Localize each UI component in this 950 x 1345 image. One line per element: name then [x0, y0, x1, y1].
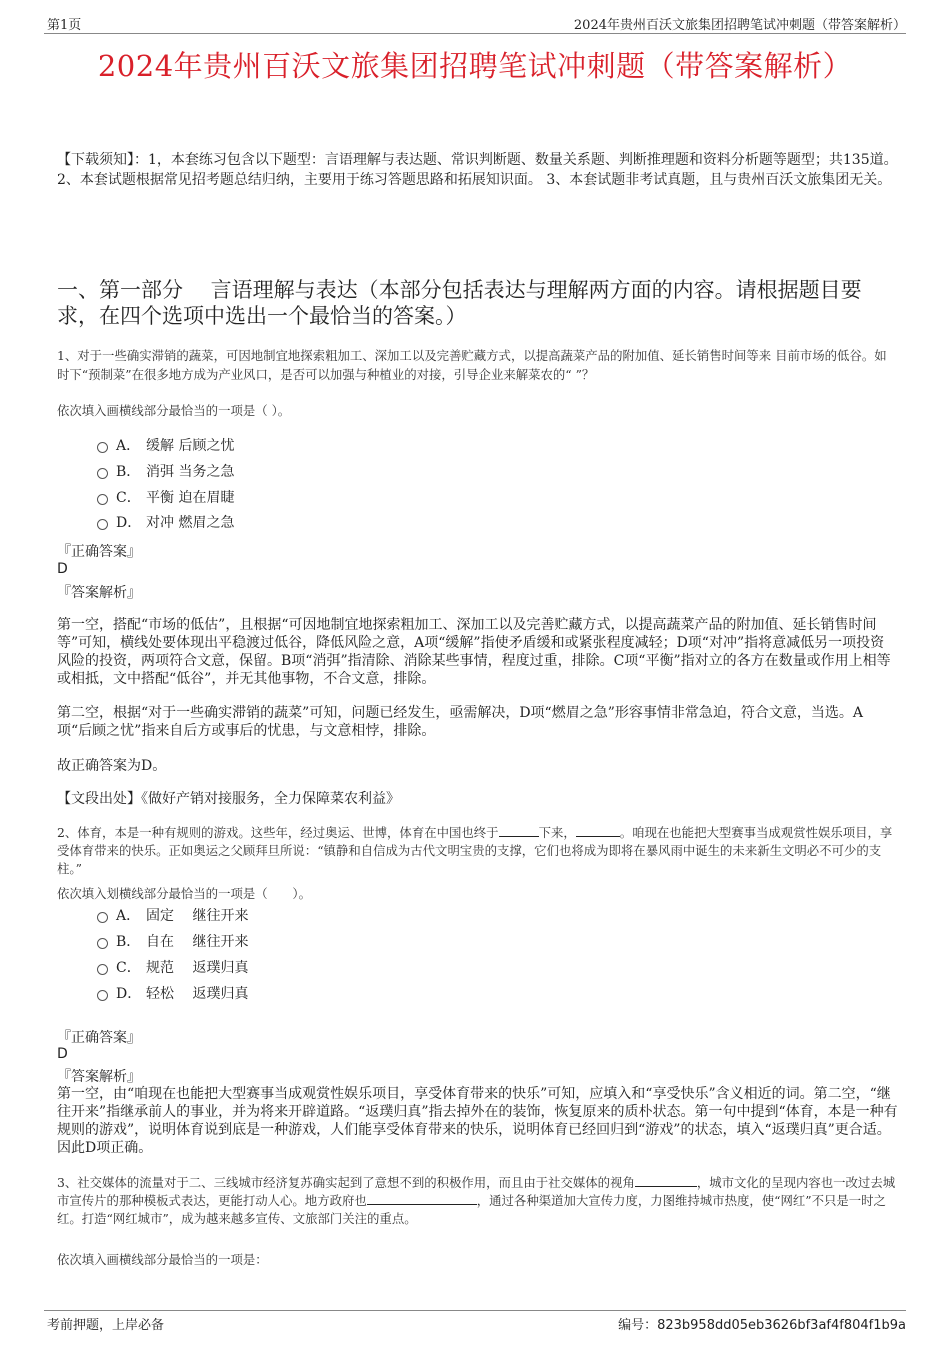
radio-icon[interactable]	[97, 912, 108, 923]
q1-analysis-paragraph-2: 第二空，根据“对于一些确实滞销的蔬菜”可知，问题已经发生，亟需解决，D项“燃眉之急”形容事情非常急迫，符合文意，当选。A项“后顾之忧”指来自后方或事后的忧患，与文意相悖，排除。	[57, 705, 863, 739]
q1-answer: D	[57, 561, 68, 577]
header-divider	[44, 33, 906, 34]
analysis-label: 『答案解析』	[57, 585, 141, 601]
q2-option-a[interactable]: A． 固定 继往开来	[97, 907, 248, 925]
q2-option-c[interactable]: C． 规范 返璞归真	[97, 959, 248, 977]
q1-conclusion: 故正确答案为D。	[57, 758, 167, 774]
radio-icon[interactable]	[97, 938, 108, 949]
q2-analysis: 第一空，由“咱现在也能把大型赛事当成观赏性娱乐项目，享受体育带来的快乐”可知，应填入和“享受快乐”含义相近的词。第二空，“继往开来”指继承前人的事业，并为将来开辟道路。“返璞归真”指去掉外在的装饰，恢复原来的质朴状态。第一句中提到“体育，本是一种有规则的游戏”，说明体育说到底是一种游戏，人们能享受体育带来的快乐，说明体育已经回归到“游戏”的状态，填入“返璞归真”更合适。因此D项正确。	[57, 1086, 898, 1156]
radio-icon[interactable]	[97, 442, 108, 453]
q1-option-a[interactable]: A． 缓解 后顾之忧	[97, 437, 234, 455]
correct-answer-label: 『正确答案』	[57, 544, 141, 560]
q1-option-b[interactable]: B． 消弭 当务之急	[97, 463, 234, 481]
radio-icon[interactable]	[97, 519, 108, 530]
question-2-text: 2、体育，本是一种有规则的游戏。这些年，经过奥运、世博，体育在中国也终于 下来， 。咱现在也能把大型赛事当成观赏性娱乐项目，享受体育带来的快乐。正如奥运之父顾拜旦所说：“镇静和自信成为古代文明宝贵的支撑，它们也将成为即将在暴风雨中诞生的未来新生文明必不可少的支柱。”	[57, 825, 893, 876]
q1-option-d[interactable]: D． 对冲 燃眉之急	[97, 514, 234, 532]
q1-option-c[interactable]: C． 平衡 迫在眉睫	[97, 489, 234, 507]
footer-slogan: 考前押题，上岸必备	[47, 1318, 165, 1333]
analysis-label: 『答案解析』	[57, 1069, 141, 1085]
radio-icon[interactable]	[97, 494, 108, 505]
q2-answer: D	[57, 1046, 68, 1062]
question-1-prompt: 依次填入画横线部分最恰当的一项是（ ）。	[57, 403, 291, 418]
document-title: 2024年贵州百沃文旅集团招聘笔试冲刺题（带答案解析）	[97, 49, 853, 83]
footer-divider	[44, 1310, 906, 1311]
radio-icon[interactable]	[97, 468, 108, 479]
running-header-title: 2024年贵州百沃文旅集团招聘笔试冲刺题（带答案解析）	[573, 18, 906, 33]
download-notice: 【下载须知】：1，本套练习包含以下题型：言语理解与表达题、常识判断题、数量关系题、判断推理题和资料分析题等题型；共135道。 2、本套试题根据常见招考题总结归纳，主要用于练习答题思路和拓展知识面。 3、本套试题非考试真题，且与贵州百沃文旅集团无关。	[57, 152, 898, 188]
question-2-prompt: 依次填入划横线部分最恰当的一项是（ ）。	[57, 886, 312, 901]
q1-source: 【文段出处】《做好产销对接服务，全力保障菜农利益》	[57, 791, 400, 807]
q2-option-b[interactable]: B． 自在 继往开来	[97, 933, 248, 951]
q2-option-d[interactable]: D． 轻松 返璞归真	[97, 985, 248, 1003]
section-heading: 一、第一部分 言语理解与表达（本部分包括表达与理解两方面的内容。请根据题目要求，在四个选项中选出一个最恰当的答案。）	[57, 278, 862, 328]
question-3-prompt: 依次填入画横线部分最恰当的一项是：	[57, 1252, 268, 1267]
correct-answer-label: 『正确答案』	[57, 1030, 141, 1046]
question-3-text: 3、社交媒体的流量对于二、三线城市经济复苏确实起到了意想不到的积极作用，而且由于社交媒体的视角 ，城市文化的呈现内容也一改过去城市宣传片的那种模板式表达，更能打动人心。地方政府也 ，通过各种渠道加大宣传力度，力图维持城市热度，使“网红”不只是一时之红。打造“网红城市”，成为越来越多宣传、文旅部门关注的重点。	[57, 1175, 896, 1226]
radio-icon[interactable]	[97, 964, 108, 975]
page-number: 第1页	[47, 18, 82, 33]
radio-icon[interactable]	[97, 990, 108, 1001]
q1-analysis-paragraph-1: 第一空，搭配“市场的低估”，且根据“可因地制宜地探索粗加工、深加工以及完善贮藏方式，以提高蔬菜产品的附加值、延长销售时间等”可知，横线处要体现出平稳渡过低谷，降低风险之意，A项“缓解”指使矛盾缓和或紧张程度减轻；D项“对冲”指将意减低另一项投资风险的投资，两项符合文意，保留。B项“消弭”指清除、消除某些事情，程度过重，排除。C项“平衡”指对立的各方在数量或作用上相等或相抵，文中搭配“低谷”，并无其他事物，不合文意，排除。	[57, 617, 891, 687]
question-1-text: 1、对于一些确实滞销的蔬菜，可因地制宜地探索粗加工、深加工以及完善贮藏方式，以提高蔬菜产品的附加值、延长销售时间等来 目前市场的低谷。如时下“预制菜”在很多地方成为产业风口，是否可以加强与种植业的对接，引导企业来解菜农的“ ”？	[57, 348, 887, 382]
document-code: 编号：823b958dd05eb3626bf3af4f804f1b9a	[618, 1318, 906, 1333]
